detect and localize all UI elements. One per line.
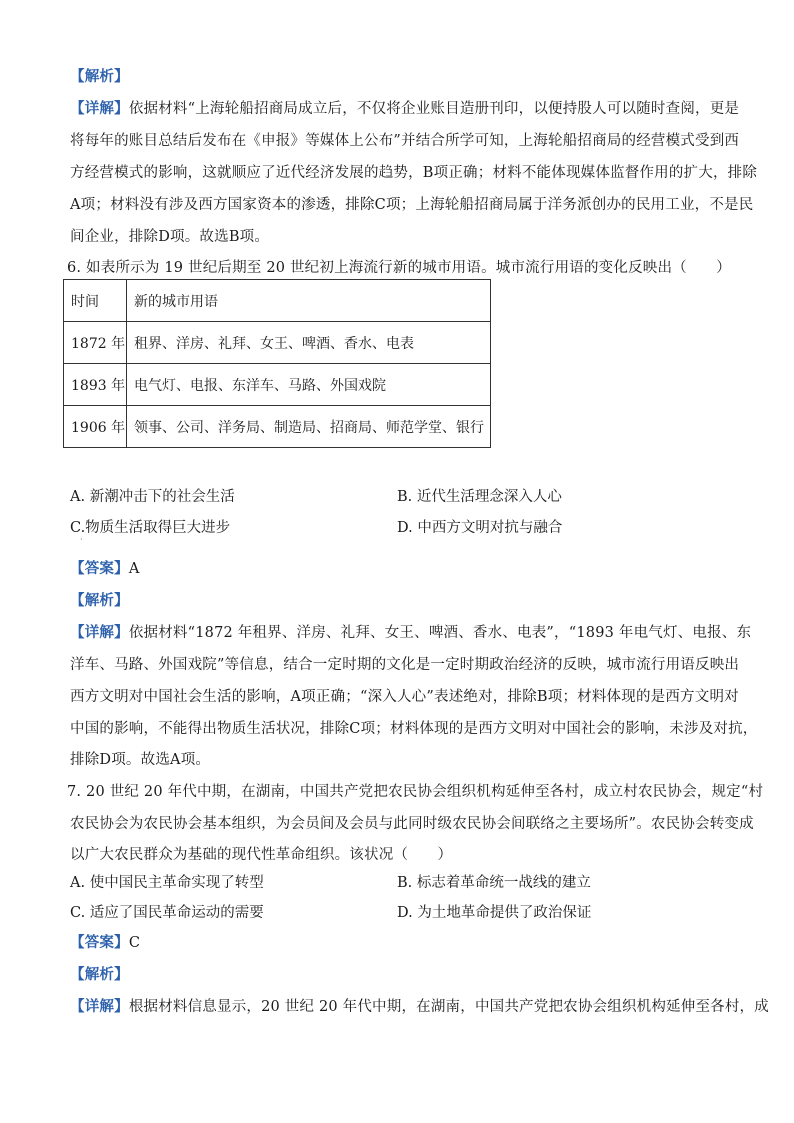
table-cell-terms: 租界、洋房、礼拜、女王、啤酒、香水、电表 [127, 322, 491, 364]
detail-text: 依据材料“1872 年租界、洋房、礼拜、女王、啤酒、香水、电表”，“1893 年电气灯、电报、东 [128, 625, 752, 641]
table-header-row [64, 280, 491, 322]
detail-label: 【详解】 [70, 998, 129, 1015]
question-7-stem: 以广大农民群众为基础的现代性革命组织。该状况（ ） [70, 847, 453, 863]
detail-paragraph-line: 西方文明对中国社会生活的影响，A项正确；“深入人心”表述绝对，排除B项；材料体现的是西方文明对 [70, 689, 739, 705]
option-a: A. 新潮冲击下的社会生活 [70, 489, 235, 505]
analysis-label: 【解析】 [70, 966, 129, 983]
detail-paragraph-line: 间企业，排除D项。故选B项。 [70, 229, 270, 245]
stray-dot-mark: · [80, 535, 83, 544]
option-a: A. 使中国民主革命实现了转型 [70, 875, 264, 891]
detail-paragraph-line: 将每年的账目总结后发布在《申报》等媒体上公布”并结合所学可知，上海轮船招商局的经营模式受到西 [70, 133, 740, 149]
detail-label: 【详解】 [70, 624, 129, 641]
detail-paragraph-line [70, 623, 752, 643]
analysis-label: 【解析】 [70, 592, 129, 609]
option-d: D. 为土地革命提供了政治保证 [397, 905, 592, 921]
option-b: B. 标志着革命统一战线的建立 [397, 875, 591, 891]
city-terms-table [63, 279, 491, 448]
table-cell-terms: 电气灯、电报、东洋车、马路、外国戏院 [127, 364, 491, 406]
answer-line [70, 933, 730, 953]
answer-label: 【答案】 [70, 934, 129, 951]
answer-line [70, 559, 730, 579]
question-6-stem: 6. 如表所示为 19 世纪后期至 20 世纪初上海流行新的城市用语。城市流行用语的变化反映出（ ） [67, 260, 731, 276]
answer-label: 【答案】 [70, 560, 129, 577]
detail-text: 依据材料“上海轮船招商局成立后，不仅将企业账目造册刊印，以便持股人可以随时查阅，更是 [128, 101, 740, 117]
detail-text: 根据材料信息显示，20 世纪 20 年代中期，在湖南，中国共产党把农协会组织机构延伸至各村，成 [128, 999, 769, 1015]
question-7-stem: 农民协会为农民协会基本组织，为会员间及会员与此同时级农民协会间联络之主要场所”。农民协会转变成 [70, 816, 754, 832]
table-row [64, 406, 491, 448]
table-cell-year: 1906 年 [64, 406, 127, 448]
detail-paragraph-line [70, 997, 769, 1017]
option-b: B. 近代生活理念深入人心 [397, 489, 562, 505]
table-cell-year: 1872 年 [64, 322, 127, 364]
answer-value: C [128, 935, 141, 951]
table-row [64, 322, 491, 364]
detail-paragraph-line [70, 99, 740, 119]
table-header-cell: 时间 [64, 280, 127, 322]
detail-paragraph-line: 中国的影响，不能得出物质生活状况，排除C项；材料体现的是西方文明对中国社会的影响，未涉及对抗， [70, 721, 758, 737]
option-c: C.物质生活取得巨大进步 [70, 520, 231, 536]
table-cell-terms: 领事、公司、洋务局、制造局、招商局、师范学堂、银行 [127, 406, 491, 448]
detail-label: 【详解】 [70, 100, 129, 117]
answer-value: A [128, 561, 140, 577]
table-row [64, 364, 491, 406]
detail-paragraph-line: 方经营模式的影响，这就顺应了近代经济发展的趋势，B项正确；材料不能体现媒体监督作用的扩大，排除 [70, 165, 758, 181]
option-d: D. 中西方文明对抗与融合 [397, 520, 563, 536]
detail-paragraph-line: 洋车、马路、外国戏院”等信息，结合一定时期的文化是一定时期政治经济的反映，城市流行用语反映出 [70, 657, 740, 673]
question-7-stem: 7. 20 世纪 20 年代中期，在湖南，中国共产党把农民协会组织机构延伸至各村，成立村农民协会，规定“村 [67, 784, 764, 800]
table-header-cell: 新的城市用语 [127, 280, 491, 322]
detail-paragraph-line: 排除D项。故选A项。 [70, 752, 211, 768]
option-c: C. 适应了国民革命运动的需要 [70, 905, 264, 921]
analysis-label: 【解析】 [70, 68, 129, 85]
table-cell-year: 1893 年 [64, 364, 127, 406]
detail-paragraph-line: A项；材料没有涉及西方国家资本的渗透，排除C项；上海轮船招商局属于洋务派创办的民用工业，不是民 [70, 197, 754, 213]
